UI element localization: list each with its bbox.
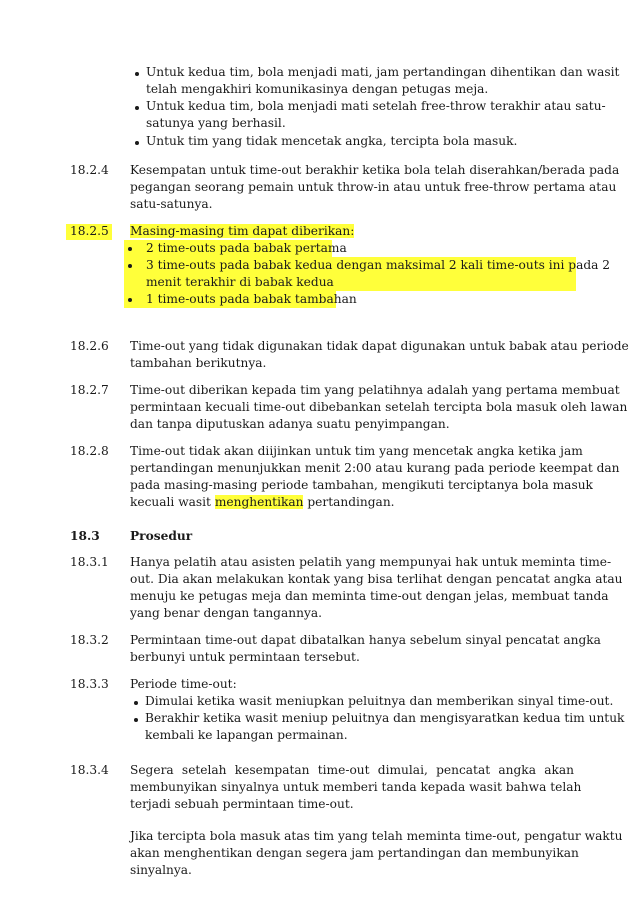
s1832-line-2: berbunyi untuk permintaan tersebut. (130, 650, 360, 664)
section-number: 18.3 (70, 529, 100, 543)
s1824-line-2: pegangan seorang pemain untuk throw-in atau untuk free-throw pertama atau (130, 180, 617, 194)
section-number: 18.3.4 (70, 763, 109, 777)
section-number: 18.2.8 (70, 444, 109, 458)
s1825-bullet-1: 2 time-outs pada babak pertama (146, 241, 347, 255)
section-number: 18.2.6 (70, 339, 109, 353)
section-number: 18.2.5 (70, 224, 109, 238)
s1828-line-3: pada masing-masing periode tambahan, mengikuti terciptanya bola masuk (130, 478, 593, 492)
bullet-icon (128, 264, 132, 268)
s1828-line-2: pertandingan menunjukkan menit 2:00 atau kurang pada periode keempat dan (130, 461, 620, 475)
s1828-line-1: Time-out tidak akan diijinkan untuk tim yang mencetak angka ketika jam (130, 444, 583, 458)
bullet-icon (135, 72, 139, 76)
s1824-line-3: satu-satunya. (130, 197, 213, 211)
s1834-para2-line-2: akan menghentikan dengan segera jam pertandingan dan membunyikan (130, 846, 579, 860)
s1825-bullet-3: 1 time-outs pada babak tambahan (146, 292, 357, 306)
section-number: 18.3.2 (70, 633, 109, 647)
bullet-icon (134, 701, 138, 705)
s1826-line-2: tambahan berikutnya. (130, 356, 267, 370)
section-title: Prosedur (130, 529, 193, 543)
s1834-para2-line-1: Jika tercipta bola masuk atas tim yang telah meminta time-out, pengatur waktu (130, 829, 623, 843)
s1831-line-2: out. Dia akan melakukan kontak yang bisa terlihat dengan pencatat angka atau (130, 572, 623, 586)
section-number: 18.2.4 (70, 163, 109, 177)
s1833-bullet-1: Dimulai ketika wasit meniupkan peluitnya dan memberikan sinyal time-out. (145, 694, 614, 708)
top-bullet-1-line-1: Untuk kedua tim, bola menjadi mati, jam pertandingan dihentikan dan wasit (146, 65, 620, 79)
s1824-line-1: Kesempatan untuk time-out berakhir ketika bola telah diserahkan/berada pada (130, 163, 620, 177)
s1828-line-4: kecuali wasit menghentikan pertandingan. (130, 495, 395, 509)
s1833-bullet-2-line-2: kembali ke lapangan permainan. (145, 728, 348, 742)
top-bullet-2-line-1: Untuk kedua tim, bola menjadi mati setelah free-throw terakhir atau satu- (146, 99, 606, 113)
s1831-line-1: Hanya pelatih atau asisten pelatih yang mempunyai hak untuk meminta time- (130, 555, 612, 569)
bullet-icon (135, 106, 139, 110)
s1827-line-2: permintaan kecuali time-out dibebankan setelah tercipta bola masuk oleh lawan (130, 400, 628, 414)
section-number: 18.2.7 (70, 383, 109, 397)
s1826-line-1: Time-out yang tidak digunakan tidak dapat digunakan untuk babak atau periode (130, 339, 629, 353)
top-bullet-3-line-1: Untuk tim yang tidak mencetak angka, tercipta bola masuk. (146, 134, 518, 148)
section-number: 18.3.1 (70, 555, 109, 569)
bullet-icon (128, 298, 132, 302)
s1834-line-1: Segera setelah kesempatan time-out dimulai, pencatat angka akan (130, 763, 574, 777)
top-bullet-1-line-2: telah mengakhiri komunikasinya dengan petugas meja. (146, 82, 489, 96)
s1833-intro: Periode time-out: (130, 677, 237, 691)
s1827-line-1: Time-out diberikan kepada tim yang pelatihnya adalah yang pertama membuat (130, 383, 620, 397)
bullet-icon (135, 141, 139, 145)
top-bullet-2-line-2: satunya yang berhasil. (146, 116, 286, 130)
section-number: 18.3.3 (70, 677, 109, 691)
s1825-bullet-2-line-1: 3 time-outs pada babak kedua dengan maksimal 2 kali time-outs ini pada 2 (146, 258, 611, 272)
s1825-intro: Masing-masing tim dapat diberikan: (130, 224, 355, 238)
highlighted-word: menghentikan (214, 495, 304, 509)
s1834-line-2: membunyikan sinyalnya untuk memberi tanda kepada wasit bahwa telah (130, 780, 582, 794)
s1831-line-4: yang benar dengan tangannya. (130, 606, 322, 620)
s1832-line-1: Permintaan time-out dapat dibatalkan hanya sebelum sinyal pencatat angka (130, 633, 601, 647)
bullet-icon (128, 247, 132, 251)
s1834-para2-line-3: sinyalnya. (130, 863, 192, 877)
s1833-bullet-2-line-1: Berakhir ketika wasit meniup peluitnya dan mengisyaratkan kedua tim untuk (145, 711, 625, 725)
s1825-bullet-2-line-2: menit terakhir di babak kedua (146, 275, 334, 289)
s1827-line-3: dan tanpa diputuskan adanya suatu penyimpangan. (130, 417, 450, 431)
bullet-icon (134, 718, 138, 722)
s1831-line-3: menuju ke petugas meja dan meminta time-out dengan jelas, membuat tanda (130, 589, 609, 603)
s1834-line-3: terjadi sebuah permintaan time-out. (130, 797, 354, 811)
